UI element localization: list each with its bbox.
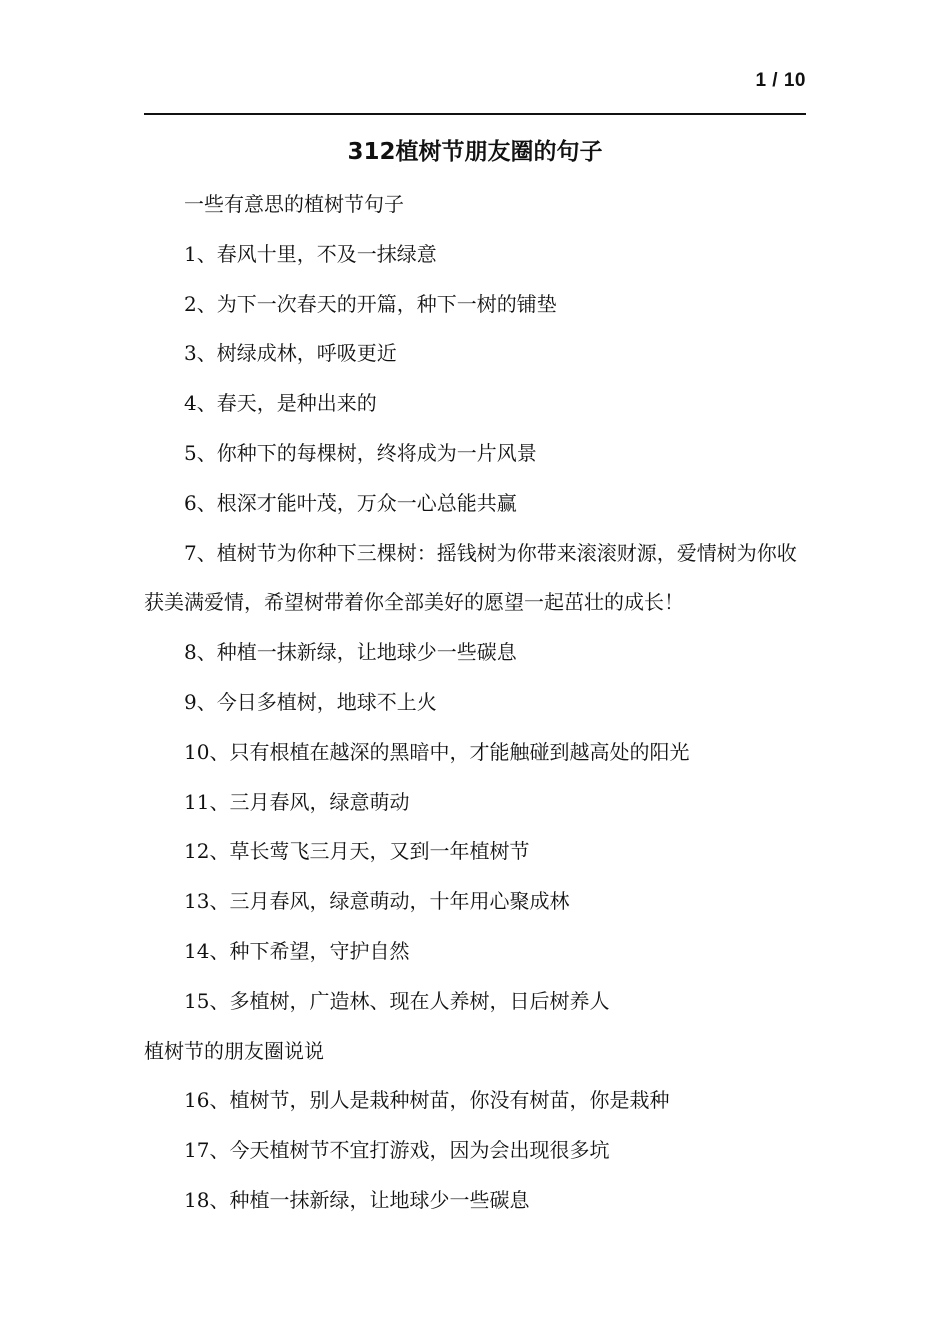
body-paragraph: 10、只有根植在越深的黑暗中，才能触碰到越高处的阳光 [184,739,690,764]
body-paragraph: 7、植树节为你种下三棵树：摇钱树为你带来滚滚财源，爱情树为你收获美满爱情，希望树带着你全部美好的愿望一起茁壮的成长！ [144,540,797,615]
body-paragraph: 1、春风十里，不及一抹绿意 [184,241,437,266]
section-heading: 植树节的朋友圈说说 [144,1038,324,1063]
body-paragraph: 16、植树节，别人是栽种树苗，你没有树苗，你是栽种 [184,1088,670,1113]
body-paragraph: 6、根深才能叶茂，万众一心总能共赢 [184,490,517,515]
body-paragraph: 11、三月春风，绿意萌动 [184,789,410,814]
body-paragraph: 2、为下一次春天的开篇，种下一树的铺垫 [184,291,557,316]
document-title: 312植树节朋友圈的句子 [347,139,603,165]
document-body [144,180,806,1226]
body-paragraph: 18、种植一抹新绿，让地球少一些碳息 [184,1187,530,1212]
body-paragraph: 一些有意思的植树节句子 [184,192,404,216]
body-paragraph: 17、今天植树节不宜打游戏，因为会出现很多坑 [184,1138,610,1163]
body-paragraph: 12、草长莺飞三月天，又到一年植树节 [184,839,530,864]
body-paragraph: 4、春天，是种出来的 [184,391,377,416]
body-paragraph: 9、今日多植树，地球不上火 [184,689,437,714]
body-paragraph: 14、种下希望，守护自然 [184,938,410,963]
body-paragraph: 8、种植一抹新绿，让地球少一些碳息 [184,640,517,665]
header-divider [144,113,806,115]
body-paragraph: 13、三月春风，绿意萌动，十年用心聚成林 [184,889,570,914]
body-paragraph: 15、多植树，广造林、现在人养树，日后树养人 [184,988,610,1013]
page-number: 1 / 10 [755,70,806,91]
body-paragraph: 5、你种下的每棵树，终将成为一片风景 [184,440,537,465]
body-paragraph: 3、树绿成林，呼吸更近 [184,341,397,366]
